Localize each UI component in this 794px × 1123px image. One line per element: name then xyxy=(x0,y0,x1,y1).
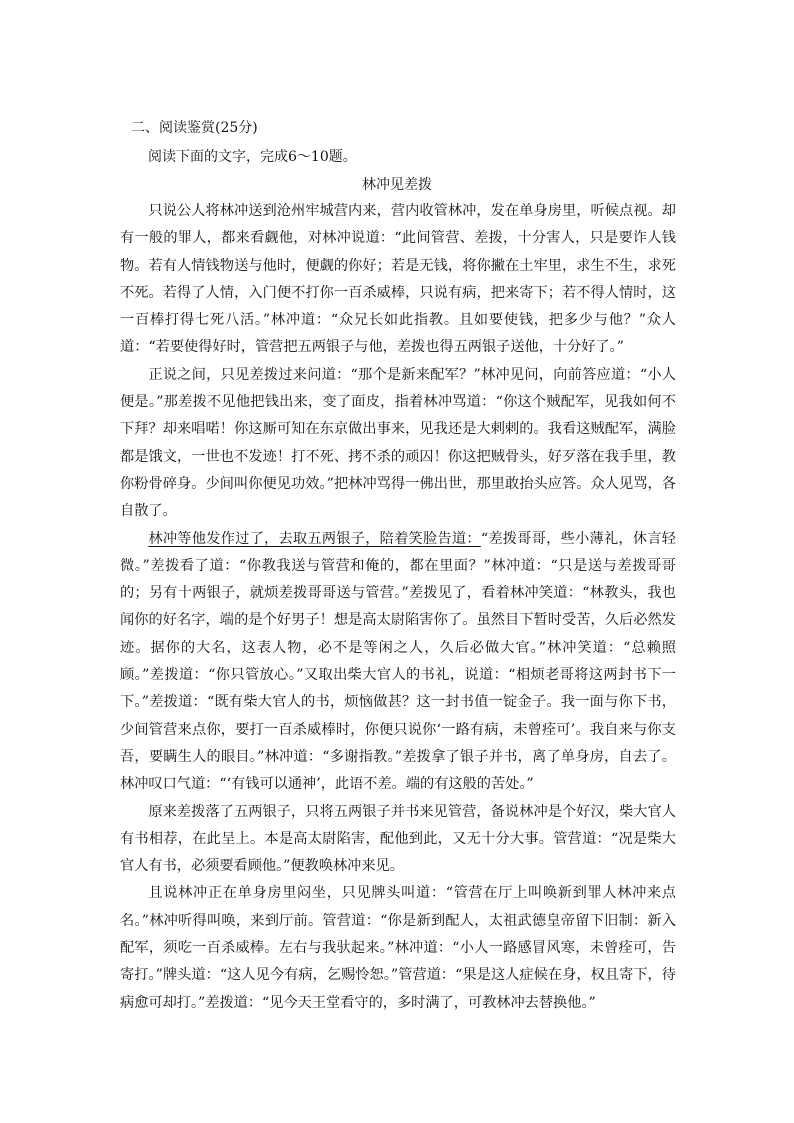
paragraph-2: 正说之间，只见差拨过来问道：“那个是新来配军？”林冲见问，向前答应道：“小人便是。”那差拨不见他把钱出来，变了面皮，指着林冲骂道：“你这个贼配军，见我如何不下拜？却来唱喏！你这厮可知在东京做出事来，见我还是大剌剌的。我看这贼配军，满脸都是饿文，一世也不发迹！打不死、拷不杀的顽囚！你这把贼骨头，好歹落在我手里，教你粉骨碎身。少间叫你便见功效。”把林冲骂得一佛出世，那里敢抬头应答。众人见骂，各自散了。 xyxy=(120,366,676,520)
underlined-sentence: 林冲等他发作过了，去取五两银子，陪着笑脸告道： xyxy=(148,530,481,547)
section-heading: 二、阅读鉴赏(25分) xyxy=(131,120,258,136)
paragraph-3 xyxy=(120,526,676,799)
passage-title: 林冲见差拨 xyxy=(362,177,432,193)
paragraph-4: 原来差拨落了五两银子，只将五两银子并书来见管营，备说林冲是个好汉，柴大官人有书相荐，在此呈上。本是高太尉陷害，配他到此，又无十分大事。管营道：“况是柴大官人有书，必须要看顾他。”便教唤林冲来见。 xyxy=(120,803,676,875)
paragraph-3-rest: “差拨哥哥，些小薄礼，休言轻微。”差拨看了道：“你教我送与管营和俺的，都在里面？”林冲道：“只是送与差拨哥哥的；另有十两银子，就烦差拨哥哥送与管营。”差拨见了，看着林冲笑道：“林教头，我也闻你的好名字，端的是个好男子！想是高太尉陷害你了。虽然目下暂时受苦，久后必然发迹。据你的大名，这表人物，必不是等闲之人，久后必做大官。”林冲笑道：“总赖照顾。”差拨道：“你只管放心。”又取出柴大官人的书礼，说道：“相烦老哥将这两封书下一下。”差拨道：“既有柴大官人的书，烦恼做甚？这一封书值一锭金子。我一面与你下书，少间管营来点你，要打一百杀威棒时，你便只说你‘一路有病，未曾痊可’。我自来与你支吾，要瞒生人的眼目。”林冲道：“多谢指教。”差拨拿了银子并书，离了单身房，自去了。林冲叹口气道：“‘有钱可以通神’，此语不差。端的有这般的苦处。” xyxy=(120,530,676,793)
passage-body xyxy=(120,198,676,1017)
instruction-text: 阅读下面的文字，完成6～10题。 xyxy=(148,149,357,165)
paragraph-5: 且说林冲正在单身房里闷坐，只见牌头叫道：“管营在厅上叫唤新到罪人林冲来点名。”林冲听得叫唤，来到厅前。管营道：“你是新到配人，太祖武德皇帝留下旧制：新入配军，须吃一百杀威棒。左右与我驮起来。”林冲道：“小人一路感冒风寒，未曾痊可，告寄打。”牌头道：“这人见今有病，乞赐怜恕。”管营道：“果是这人症候在身，权且寄下，待病愈可却打。”差拨道：“见今天王堂看守的，多时满了，可教林冲去替换他。” xyxy=(120,885,676,1011)
paragraph-1: 只说公人将林冲送到沧州牢城营内来，营内收管林冲，发在单身房里，听候点视。却有一般的罪人，都来看觑他，对林冲说道：“此间管营、差拨，十分害人，只是要诈人钱物。若有人情钱物送与他时，便觑的你好；若是无钱，将你撇在土牢里，求生不生，求死不死。若得了人情，入门便不打你一百杀威棒，只说有病，把来寄下；若不得人情时，这一百棒打得七死八活。”林冲道：“众兄长如此指教。且如要使钱，把多少与他？”众人道：“若要使得好时，管营把五两银子与他，差拨也得五两银子送他，十分好了。” xyxy=(120,203,676,356)
